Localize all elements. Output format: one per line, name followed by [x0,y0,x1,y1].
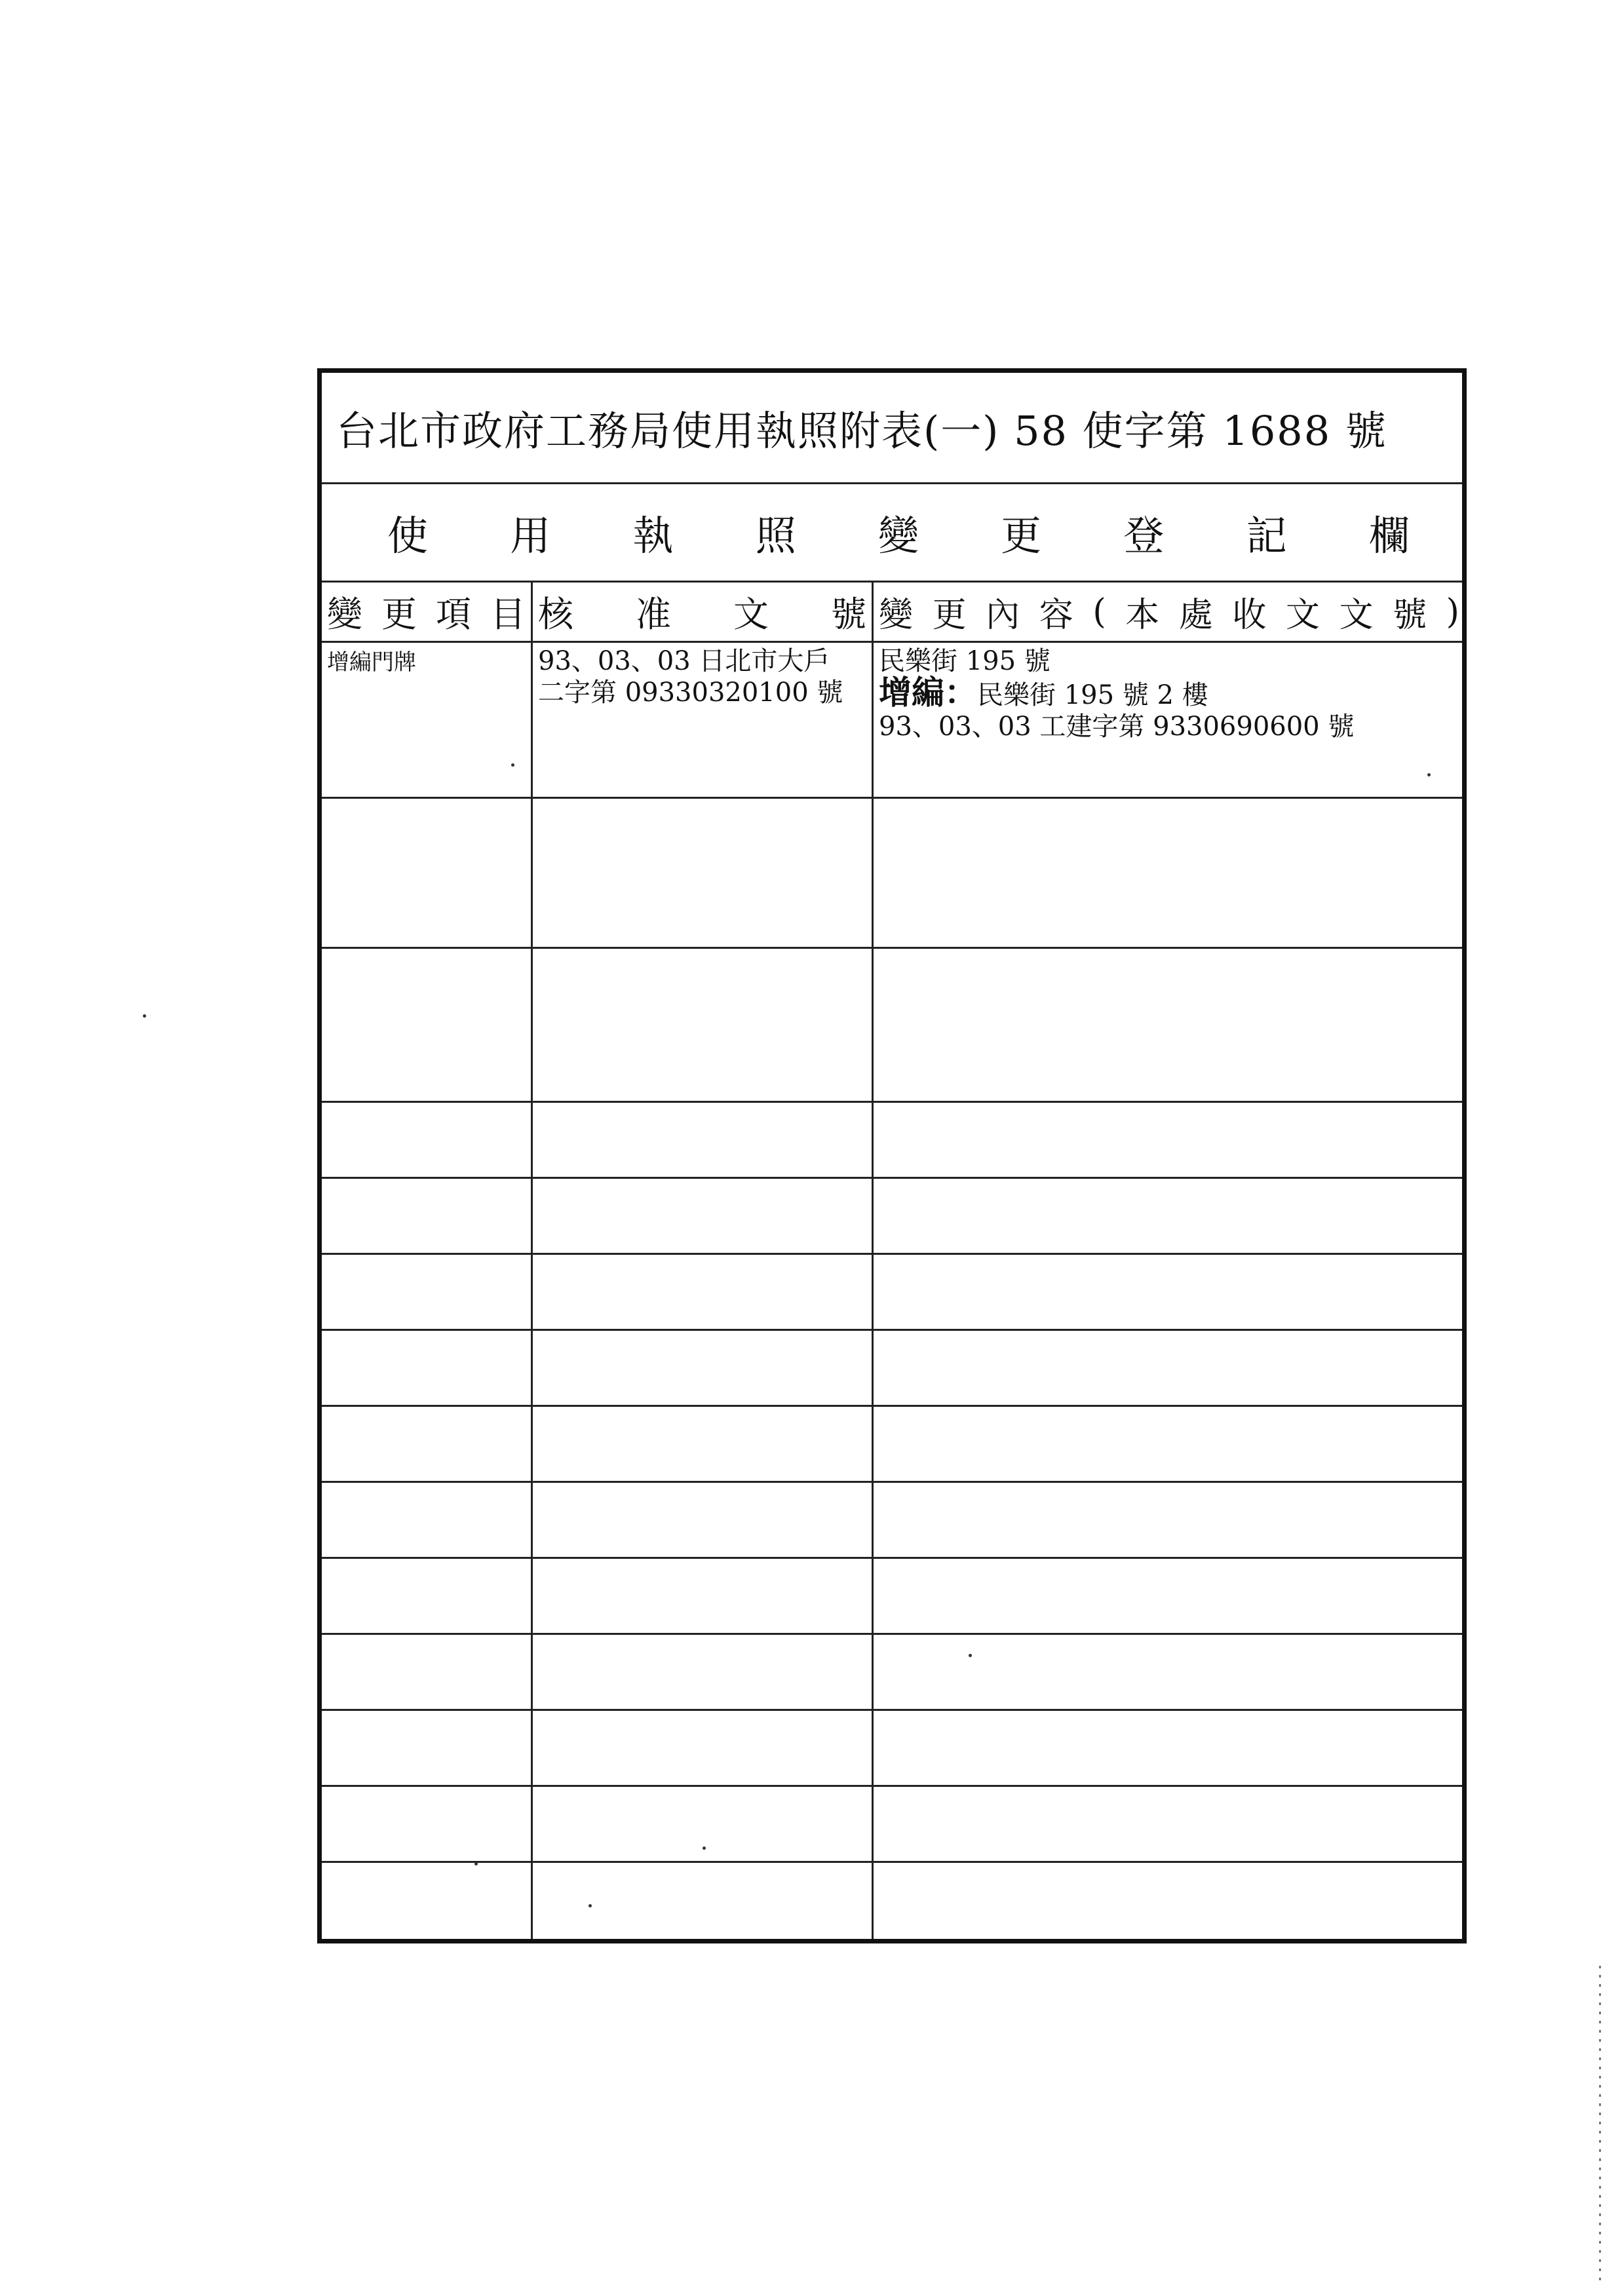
scan-speck [511,763,514,767]
empty-cell [874,1483,1462,1557]
table-row [322,1483,1462,1559]
header-char: 號 [831,594,866,635]
cell-approval-number [533,643,874,797]
scan-speck [143,1014,146,1018]
empty-cell [874,1331,1462,1405]
header-char: ) [1446,592,1459,632]
empty-cell [874,1559,1462,1633]
content-line [879,674,1458,712]
empty-cell [322,1635,533,1709]
header-change-item [322,583,533,641]
empty-cell [533,1179,874,1253]
empty-cell [874,1407,1462,1481]
header-char: 文 [733,594,769,635]
banner-char: 欄 [1368,512,1410,560]
empty-cell [533,1863,874,1939]
approval-line: 93、03、03 日北市大戶 [538,646,830,676]
change-item-text: 增編門牌 [327,649,416,676]
change-table [322,583,1462,1939]
empty-cell [874,1255,1462,1329]
content-line: 93、03、03 工建字第 9330690600 號 [879,712,1355,742]
empty-cell [533,1559,874,1633]
header-char: 項 [436,594,471,635]
empty-cell [322,1179,533,1253]
empty-cell [874,1863,1462,1939]
header-char: 文 [1339,596,1374,635]
empty-cell [874,1635,1462,1709]
cell-change-content [874,643,1462,797]
table-row [322,1711,1462,1787]
scan-speck [588,1904,592,1907]
table-row [322,1255,1462,1331]
approval-line: 二字第 09330320100 號 [538,678,843,708]
empty-cell [874,1711,1462,1785]
empty-cell [322,799,533,947]
header-char: 目 [490,594,526,635]
empty-cell [322,1407,533,1481]
banner-char: 變 [878,512,919,560]
table-row [322,799,1462,949]
table-row [322,1407,1462,1483]
empty-cell [533,1635,874,1709]
table-row [322,1635,1462,1711]
header-char: 核 [538,594,573,635]
header-char: 號 [1393,596,1427,635]
scan-edge-noise [1599,1966,1601,2280]
table-row [322,1331,1462,1407]
empty-cell [322,1103,533,1177]
empty-cell [874,949,1462,1101]
table-row [322,643,1462,799]
header-char: 處 [1178,596,1213,635]
content-address: 民樂街 195 號 2 樓 [977,680,1208,710]
banner-char: 使 [387,512,429,560]
banner-char: 更 [1001,512,1042,560]
header-change-content [874,583,1462,641]
empty-cell [874,1787,1462,1861]
empty-cell [533,799,874,947]
empty-cell [874,1179,1462,1253]
header-approval-number [533,583,874,641]
table-row [322,949,1462,1103]
empty-cell [533,1255,874,1329]
header-char: 變 [879,596,914,635]
table-row [322,1559,1462,1635]
banner-char: 照 [755,512,796,560]
empty-cell [322,1787,533,1861]
table-row [322,1103,1462,1179]
empty-cell [874,1103,1462,1177]
header-char: 容 [1039,596,1073,635]
content-prefix: 增編： [879,674,977,712]
header-char: 變 [327,594,362,635]
header-char: 收 [1232,596,1267,635]
form-title: 台北市政府工務局使用執照附表(一) 58 使字第 1688 號 [322,373,1462,484]
section-banner [322,484,1462,583]
header-char: 准 [636,594,671,635]
header-char: 更 [932,596,967,635]
table-row [322,1787,1462,1863]
table-row [322,1863,1462,1939]
empty-cell [322,949,533,1101]
header-char: 文 [1285,596,1320,635]
empty-cell [533,1483,874,1557]
header-char: 本 [1125,596,1160,635]
scan-speck [703,1846,706,1850]
banner-char: 記 [1246,512,1287,560]
scan-speck [969,1654,972,1657]
banner-char: 用 [510,512,551,560]
empty-cell [874,799,1462,947]
empty-cell [533,949,874,1101]
empty-cell [322,1483,533,1557]
empty-cell [533,1711,874,1785]
empty-cell [533,1787,874,1861]
scan-speck [1427,773,1431,776]
empty-cell [322,1255,533,1329]
empty-cell [533,1103,874,1177]
header-char: ( [1092,592,1106,632]
empty-cell [322,1711,533,1785]
empty-cell [533,1407,874,1481]
content-line: 民樂街 195 號 [879,646,1051,676]
license-change-form [317,368,1467,1943]
header-char: 更 [381,594,417,635]
scan-speck [474,1862,478,1866]
empty-cell [533,1331,874,1405]
table-header-row [322,583,1462,643]
banner-char: 執 [632,512,674,560]
table-row [322,1179,1462,1255]
header-char: 內 [986,596,1020,635]
cell-change-item [322,643,533,797]
empty-cell [322,1863,533,1939]
empty-cell [322,1559,533,1633]
empty-cell [322,1331,533,1405]
banner-char: 登 [1123,512,1165,560]
